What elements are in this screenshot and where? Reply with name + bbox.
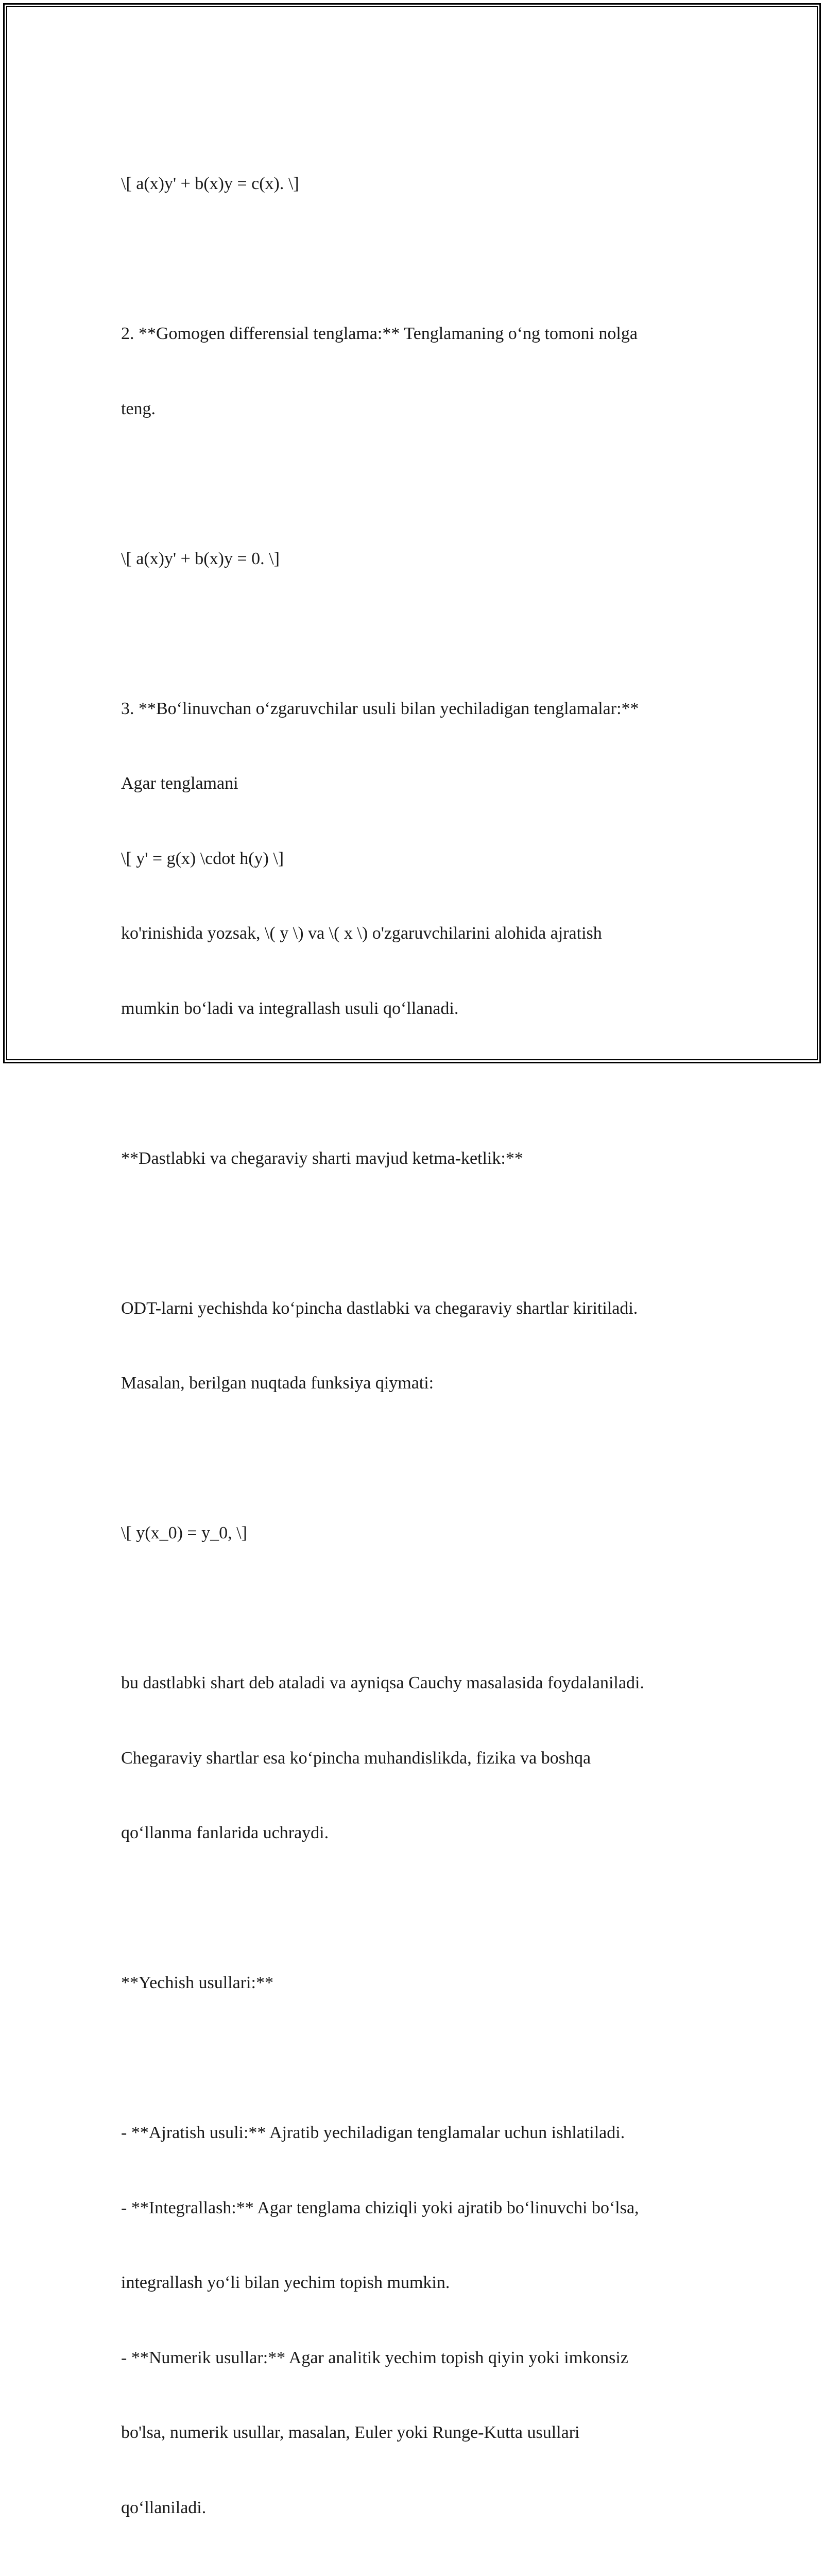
text-line: qo‘llaniladi. (121, 2498, 207, 2517)
heading-solution-methods (121, 1921, 698, 2046)
text-line: bu dastlabki shart deb ataladi va ayniqsa Cauchy masalasida foydalaniladi. (121, 1673, 644, 1692)
text-line: \[ a(x)y' + b(x)y = 0. \] (121, 549, 280, 568)
list-item: - **Integrallash:** Agar tenglama chiziqli yoki ajratib bo‘linuvchi bo‘lsa, (121, 2198, 639, 2217)
list-item: - **Numerik usullar:** Agar analitik yechim topish qiyin yoki imkonsiz (121, 2348, 628, 2367)
text-line: \[ y' = g(x) \cdot h(y) \] (121, 849, 284, 868)
text-line: 3. **Bo‘linuvchan o‘zgaruvchilar usuli bilan yechiladigan tenglamalar:** (121, 699, 639, 718)
text-line: ko'rinishida yozsak, \( y \) va \( x \) o'zgaruvchilarini alohida ajratish (121, 924, 602, 943)
text-line: 2. **Gomogen differensial tenglama:** Tenglamaning o‘ng tomoni nolga (121, 324, 638, 343)
document-body (121, 122, 698, 2576)
text-line: Agar tenglamani (121, 774, 238, 793)
text-line: \[ a(x)y' + b(x)y = c(x). \] (121, 174, 299, 193)
list-item: - **Ajratish usuli:** Ajratib yechiladigan tenglamalar uchun ishlatiladi. (121, 2123, 625, 2142)
list-solution-methods (121, 2071, 698, 2570)
text-line: bo'lsa, numerik usullar, masalan, Euler yoki Runge-Kutta usullari (121, 2423, 580, 2442)
text-line: Chegaraviy shartlar esa ko‘pincha muhandislikda, fizika va boshqa (121, 1748, 591, 1768)
equation-initial-condition (121, 1471, 698, 1596)
paragraph-cauchy (121, 1621, 698, 1896)
paragraph-homogeneous (121, 272, 698, 471)
equation-homogeneous (121, 497, 698, 622)
text-line: **Yechish usullari:** (121, 1973, 273, 1992)
equation-general (121, 122, 698, 247)
heading-initial-boundary (121, 1096, 698, 1222)
text-line: \[ y(x_0) = y_0, \] (121, 1523, 247, 1543)
paragraph-conditions (121, 1246, 698, 1446)
text-line: Masalan, berilgan nuqtada funksiya qiymati: (121, 1374, 434, 1393)
text-line: ODT-larni yechishda ko‘pincha dastlabki va chegaraviy shartlar kiritiladi. (121, 1298, 638, 1318)
text-line: **Dastlabki va chegaraviy sharti mavjud ketma-ketlik:** (121, 1148, 523, 1168)
text-line: mumkin bo‘ladi va integrallash usuli qo‘llanadi. (121, 998, 459, 1018)
text-line: integrallash yo‘li bilan yechim topish mumkin. (121, 2273, 450, 2292)
text-line: qo‘llanma fanlarida uchraydi. (121, 1823, 329, 1842)
text-line: teng. (121, 399, 156, 418)
paragraph-separable (121, 647, 698, 1072)
